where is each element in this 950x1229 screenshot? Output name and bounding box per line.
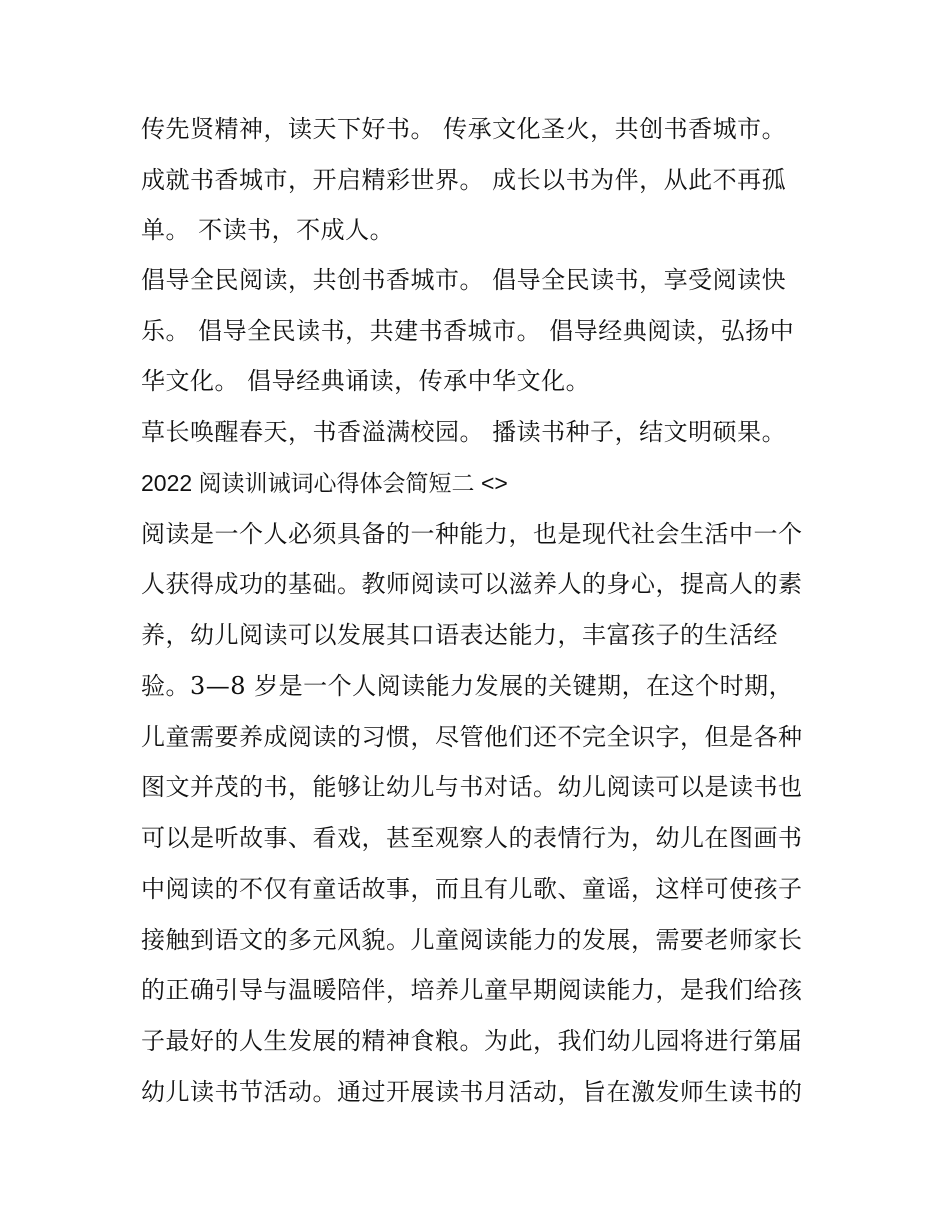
text-line: 养，幼儿阅读可以发展其口语表达能力，丰富孩子的生活经 <box>141 621 778 649</box>
text-line: 验。3—8 岁是一个人阅读能力发展的关键期，在这个时期， <box>141 672 794 700</box>
text-line: 成就书香城市，开启精彩世界。 成长以书为伴，从此不再孤 <box>141 166 787 194</box>
text-line: 乐。 倡导全民读书，共建书香城市。 倡导经典阅读，弘扬中 <box>141 317 795 345</box>
text-line: 子最好的人生发展的精神食粮。为此，我们幼儿园将进行第届 <box>141 1027 803 1055</box>
text-line: 传先贤精神，读天下好书。 传承文化圣火，共创书香城市。 <box>141 115 787 143</box>
text-line: 阅读是一个人必须具备的一种能力，也是现代社会生活中一个 <box>141 520 803 548</box>
text-line: 的正确引导与温暖陪伴，培养儿童早期阅读能力，是我们给孩 <box>141 976 803 1004</box>
text-line: 可以是听故事、看戏，甚至观察人的表情行为，幼儿在图画书 <box>141 824 803 852</box>
text-line: 草长唤醒春天，书香溢满校园。 播读书种子，结文明硕果。 <box>141 418 787 446</box>
text-line: 幼儿读书节活动。通过开展读书月活动，旨在激发师生读书的 <box>141 1078 803 1106</box>
text-line: 中阅读的不仅有童话故事，而且有儿歌、童谣，这样可使孩子 <box>141 875 803 903</box>
text-line: 倡导全民阅读，共创书香城市。 倡导全民读书，享受阅读快 <box>141 266 787 294</box>
text-line: 单。 不读书，不成人。 <box>141 216 395 244</box>
text-line: 图文并茂的书，能够让幼儿与书对话。幼儿阅读可以是读书也 <box>141 773 803 801</box>
text-line: 人获得成功的基础。教师阅读可以滋养人的身心，提高人的素 <box>141 570 803 598</box>
text-line: 华文化。 倡导经典诵读，传承中华文化。 <box>141 367 591 395</box>
section-heading: 2022 阅读训诫词心得体会简短二 <> <box>141 470 508 496</box>
text-line: 接触到语文的多元风貌。儿童阅读能力的发展，需要老师家长 <box>141 926 803 954</box>
text-line: 儿童需要养成阅读的习惯，尽管他们还不完全识字，但是各种 <box>141 723 803 751</box>
